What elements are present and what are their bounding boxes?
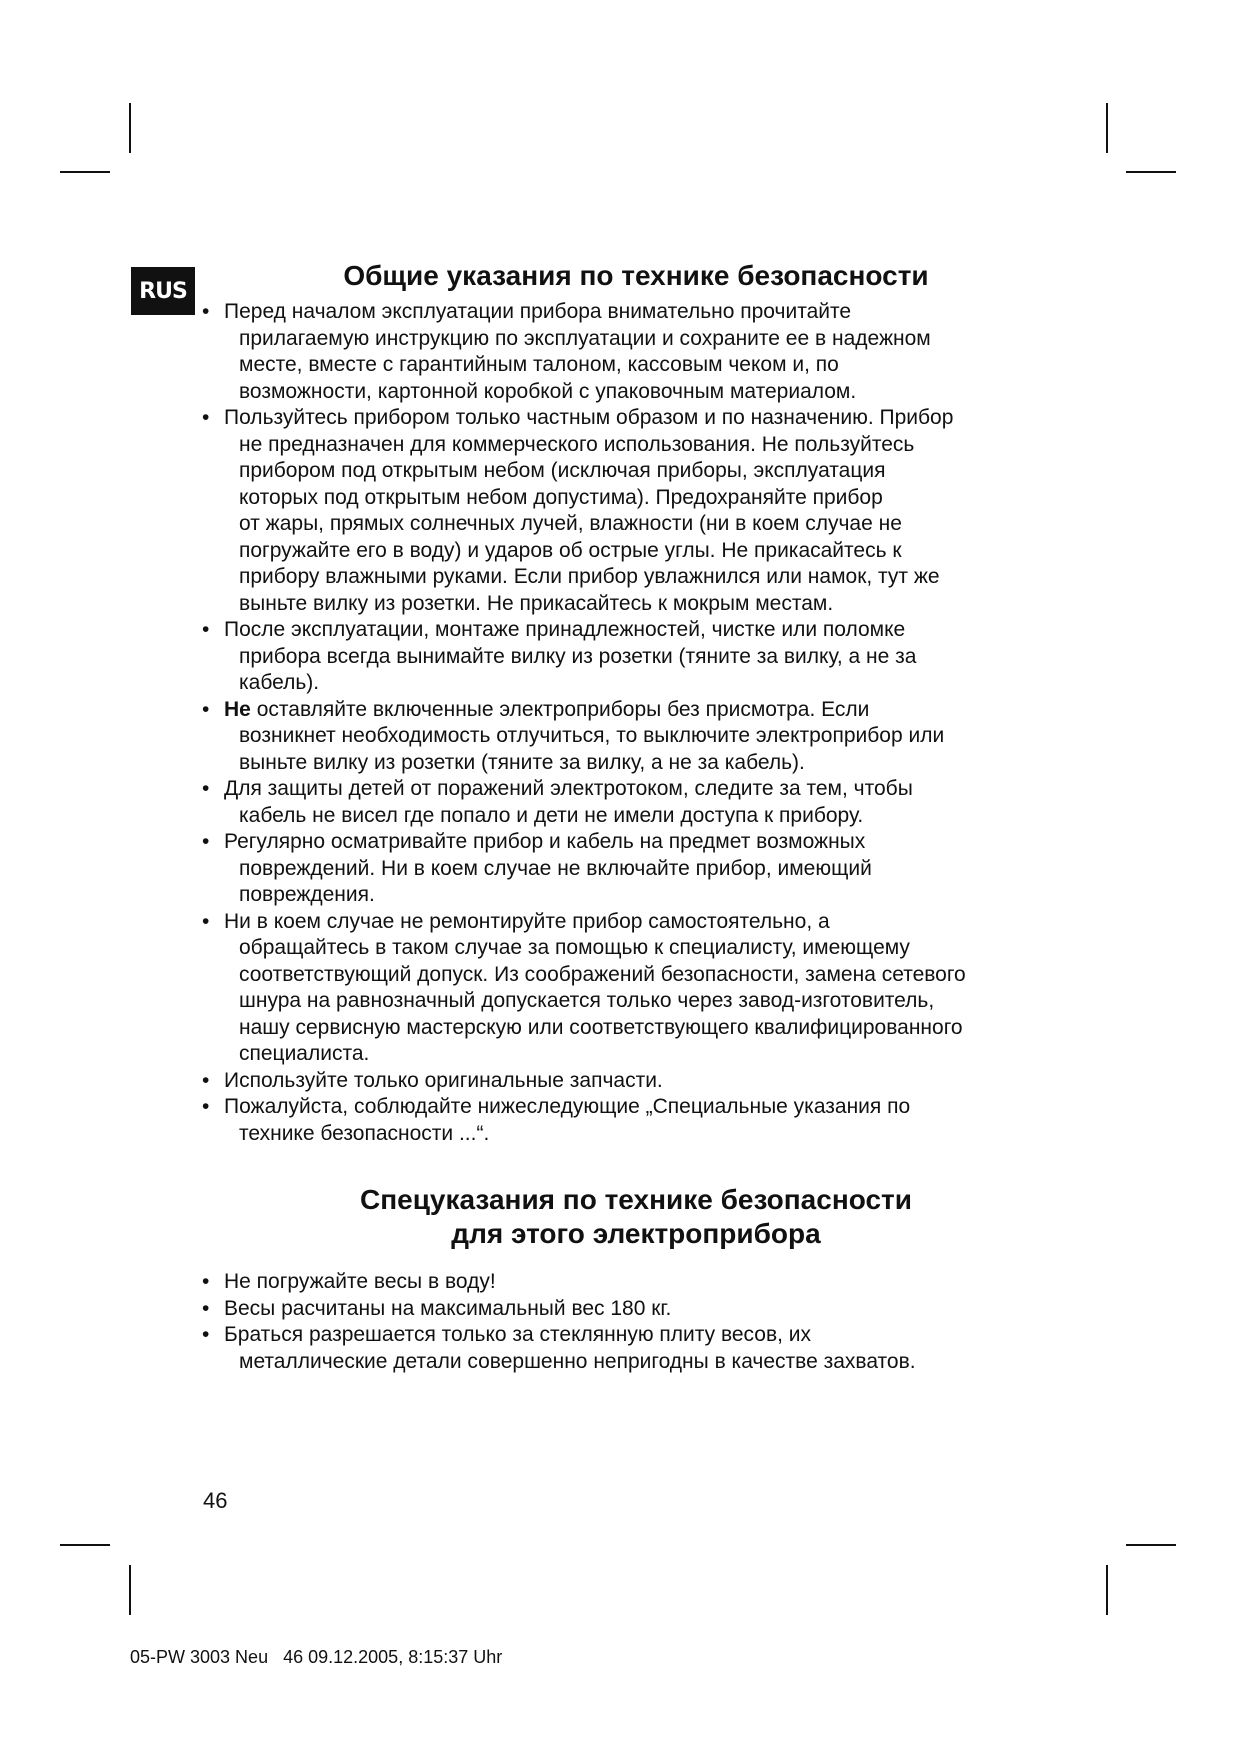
item-line: месте, вместе с гарантийным талоном, кассовым чеком и, по — [239, 353, 839, 376]
item-line: от жары, прямых солнечных лучей, влажности (ни в коем случае не — [239, 512, 902, 535]
item-line: Используйте только оригинальные запчасти. — [224, 1068, 663, 1092]
item-line: прибором под открытым небом (исключая приборы, эксплуатация — [239, 459, 886, 482]
bullet-icon: • — [202, 618, 210, 641]
list-item — [196, 829, 1076, 909]
item-line: выньте вилку из розетки. Не прикасайтесь к мокрым местам. — [239, 591, 834, 615]
item-line: Ни в коем случае не ремонтируйте прибор самостоятельно, а — [224, 909, 830, 933]
bullet-icon: • — [202, 1270, 210, 1293]
bullet-icon: • — [202, 830, 210, 853]
crop-mark-top-right-horizontal — [1126, 171, 1176, 173]
item-line: прибору влажными руками. Если прибор увлажнился или намок, тут же — [239, 565, 940, 588]
item-line: прилагаемую инструкцию по эксплуатации и сохраните ее в надежном — [239, 326, 931, 350]
item-line: повреждений. Ни в коем случае не включайте прибор, имеющий — [239, 856, 872, 880]
item-line: возникнет необходимость отлучиться, то выключите электроприбор или — [239, 724, 945, 747]
special-safety-title-line: для этого электроприбора — [451, 1218, 821, 1249]
item-line: Браться разрешается только за стеклянную плиту весов, их — [224, 1323, 812, 1346]
item-line: Весы расчитаны на максимальный вес 180 кг. — [224, 1296, 672, 1320]
general-safety-list — [196, 299, 1076, 1147]
item-line: нашу сервисную мастерскую или соответствующего квалифицированного — [239, 1015, 963, 1039]
general-safety-title: Общие указания по технике безопасности — [343, 260, 929, 291]
crop-mark-bottom-right-vertical — [1106, 1565, 1108, 1615]
language-badge: RUS — [131, 267, 195, 315]
item-line: прибора всегда вынимайте вилку из розетки (тяните за вилку, а не за — [239, 644, 917, 668]
list-item — [196, 1068, 1076, 1095]
item-line: Пожалуйста, соблюдайте нижеследующие „Специальные указания по — [224, 1095, 911, 1118]
item-line: кабель). — [239, 671, 320, 694]
item-line: обращайтесь в таком случае за помощью к специалисту, имеющему — [239, 936, 910, 959]
list-item — [196, 1269, 1076, 1296]
bullet-icon: • — [202, 300, 210, 323]
crop-mark-bottom-left-vertical — [129, 1565, 131, 1615]
item-line: Не погружайте весы в воду! — [224, 1270, 496, 1293]
item-line: Пользуйтесь прибором только частным образом и по назначению. Прибор — [224, 406, 954, 429]
bullet-icon: • — [202, 777, 210, 800]
special-safety-title — [196, 1183, 1076, 1251]
item-line: кабель не висел где попало и дети не имели доступа к прибору. — [239, 803, 864, 827]
item-line: выньте вилку из розетки (тяните за вилку, а не за кабель). — [239, 750, 805, 774]
item-line: которых под открытым небом допустима). Предохраняйте прибор — [239, 485, 883, 509]
item-line: повреждения. — [239, 883, 375, 906]
list-item — [196, 1094, 1076, 1147]
list-item — [196, 1322, 1076, 1375]
list-item — [196, 776, 1076, 829]
item-line-text: оставляйте включенные электроприборы без присмотра. Если — [256, 697, 870, 721]
item-line: не предназначен для коммерческого использования. Не пользуйтесь — [239, 432, 915, 456]
crop-mark-top-left-vertical — [129, 103, 131, 153]
bullet-icon: • — [202, 1296, 210, 1320]
item-line: Для защиты детей от поражений электротоком, следите за тем, чтобы — [224, 777, 913, 800]
item-line: После эксплуатации, монтаже принадлежностей, чистке или поломке — [224, 618, 906, 641]
crop-mark-bottom-right-horizontal — [1126, 1544, 1176, 1546]
item-line: шнура на равнозначный допускается только через завод-изготовитель, — [239, 989, 935, 1012]
emphasis-word: Не — [224, 697, 251, 721]
print-footer: 05-PW 3003 Neu 46 09.12.2005, 8:15:37 Uhr — [130, 1647, 503, 1667]
crop-mark-top-right-vertical — [1106, 103, 1108, 153]
bullet-icon: • — [202, 1068, 210, 1092]
list-item — [196, 909, 1076, 1068]
special-safety-list — [196, 1269, 1076, 1375]
item-line: соответствующий допуск. Из соображений безопасности, замена сетевого — [239, 962, 966, 986]
item-line: технике безопасности ...“. — [239, 1121, 490, 1145]
bullet-icon: • — [202, 1323, 210, 1346]
page-number: 46 — [203, 1488, 228, 1513]
page-content — [196, 259, 1076, 1375]
list-item — [196, 617, 1076, 697]
item-line: Перед началом эксплуатации прибора внимательно прочитайте — [224, 300, 852, 323]
list-item — [196, 1296, 1076, 1323]
item-line: возможности, картонной коробкой с упаковочным материалом. — [239, 379, 857, 403]
item-line: Регулярно осматривайте прибор и кабель на предмет возможных — [224, 830, 866, 853]
item-line: погружайте его в воду) и ударов об острые углы. Не прикасайтесь к — [239, 538, 902, 562]
bullet-icon: • — [202, 909, 210, 933]
special-safety-title-line: Спецуказания по технике безопасности — [360, 1184, 912, 1215]
item-line: металлические детали совершенно непригодны в качестве захватов. — [239, 1349, 916, 1373]
crop-mark-bottom-left-horizontal — [60, 1544, 110, 1546]
bullet-icon: • — [202, 697, 210, 721]
item-line: специалиста. — [239, 1042, 370, 1065]
bullet-icon: • — [202, 1095, 210, 1118]
list-item — [196, 299, 1076, 405]
list-item — [196, 405, 1076, 617]
item-line — [224, 697, 1076, 724]
list-item — [196, 697, 1076, 777]
bullet-icon: • — [202, 406, 210, 429]
crop-mark-top-left-horizontal — [60, 171, 110, 173]
